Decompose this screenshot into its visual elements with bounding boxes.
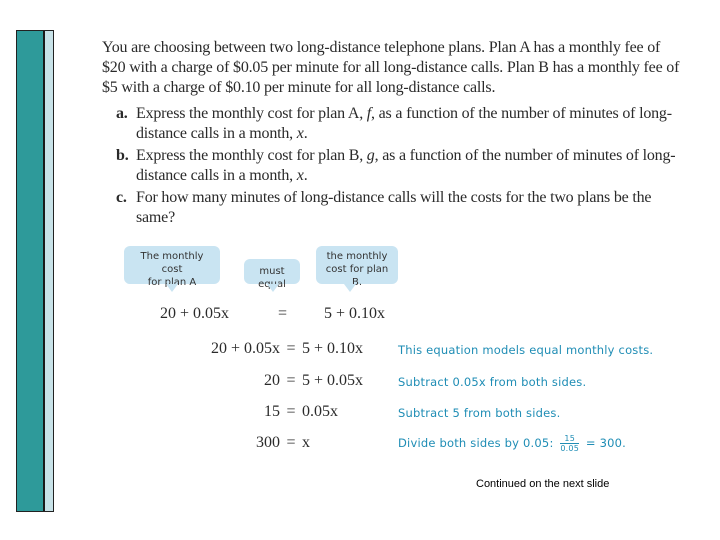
step-lhs: 15	[264, 403, 280, 420]
step-lhs: 20 + 0.05x	[210, 340, 280, 357]
side-bar-teal-stripe	[17, 31, 45, 511]
problem-parts	[102, 104, 682, 228]
part-b	[102, 146, 682, 186]
setup-equation-equals: =	[278, 305, 288, 322]
part-label: a.	[116, 105, 128, 122]
part-text: Express the monthly cost for plan B, g, as a function of the number of minutes of long-distance calls in a month, x.	[136, 147, 676, 184]
step-rhs: x	[302, 434, 310, 451]
step-note: This equation models equal monthly costs.	[398, 343, 654, 357]
part-label: c.	[116, 189, 127, 206]
part-c	[102, 188, 682, 228]
step-equals: =	[286, 434, 296, 451]
bubble-pointer	[344, 284, 356, 292]
step-equals: =	[286, 403, 296, 420]
setup-equation-left	[160, 305, 229, 323]
step-lhs: 20	[264, 372, 280, 389]
bubble-must-equal: must equal	[244, 259, 300, 284]
setup-left-expr: 20 + 0.05x	[160, 305, 230, 322]
setup-right-expr: 5 + 0.10x	[324, 305, 386, 322]
part-text: For how many minutes of long-distance calls will the costs for the two plans be the same?	[136, 189, 652, 226]
bubble-plan-a: The monthly cost for plan A	[124, 246, 220, 284]
step-lhs: 300	[256, 434, 280, 451]
part-label: b.	[116, 147, 129, 164]
step-rhs: 5 + 0.10x	[302, 340, 364, 357]
step-rhs: 5 + 0.05x	[302, 372, 364, 389]
bubble-plan-b: the monthly cost for plan B.	[316, 246, 398, 284]
fraction: $\frac{15}{0.05}$	[560, 434, 580, 453]
step-note: Subtract 5 from both sides.	[398, 406, 561, 420]
slide-side-bar	[16, 30, 54, 512]
setup-equation-right	[324, 305, 385, 323]
step-equals: =	[286, 340, 296, 357]
bubble-pointer	[267, 284, 279, 292]
step-equals: =	[286, 372, 296, 389]
part-a	[102, 104, 682, 144]
step-rhs: 0.05x	[302, 403, 338, 420]
continued-note: Continued on the next slide	[476, 478, 610, 490]
side-bar-light-stripe	[45, 31, 53, 511]
step-note: Divide both sides by 0.05: $\frac{15}{0.05}$ = 300.	[398, 434, 626, 453]
problem-intro: You are choosing between two long-distance telephone plans. Plan A has a monthly fee of $20 with a charge of $0.05 per minute for all long-distance calls. Plan B has a monthly fee of $5 with a charge of $0.10 per minute for all long-distance calls.	[102, 39, 680, 96]
bubble-pointer	[166, 284, 178, 292]
problem-text	[102, 38, 682, 230]
part-text: Express the monthly cost for plan A, f, as a function of the number of minutes of long-distance calls in a month, x.	[136, 105, 672, 142]
step-note: Subtract 0.05x from both sides.	[398, 375, 587, 389]
